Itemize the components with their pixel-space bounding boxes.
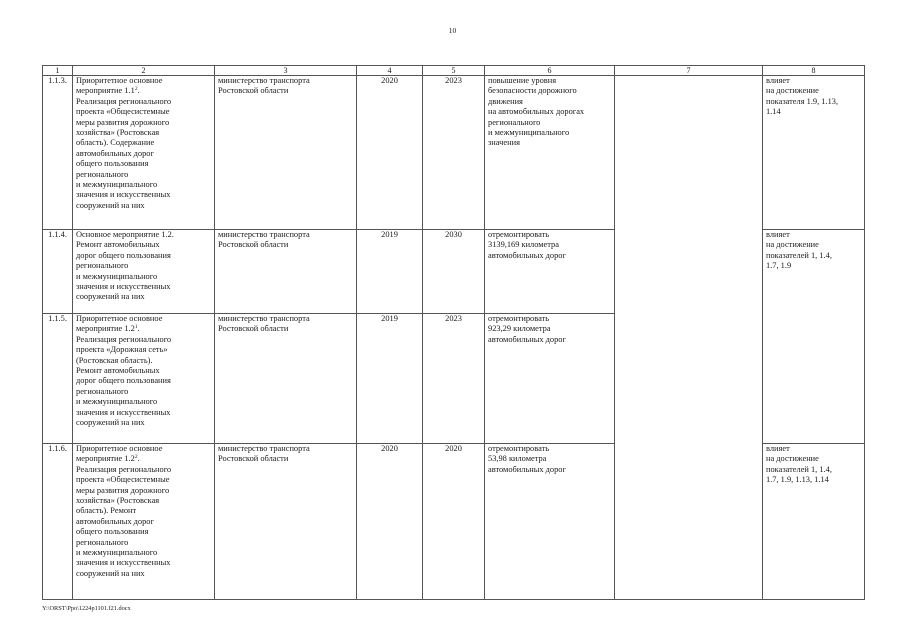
column-number: 7	[615, 66, 763, 76]
end-year: 2020	[423, 444, 485, 600]
measure-name: Основное мероприятие 1.2. Ремонт автомобильных дорог общего пользования регионального и межмуниципального значения и искусственных сооружений на них	[73, 230, 215, 314]
indicator-effect: влияет на достижение показателя 1.9, 1.13, 1.14	[763, 76, 865, 230]
measure-name: Приоритетное основное мероприятие $1.1^2$. Реализация регионального проекта «Общесистемные меры развития дорожного хозяйства» (Ростовская область). Содержание автомобильных дорог общего пользования регионального и межмуниципального значения и искусственных сооружений на них	[73, 76, 215, 230]
executor-cell: министерство транспорта Ростовской области	[215, 444, 357, 600]
start-year: 2020	[357, 444, 423, 600]
column-number: 3	[215, 66, 357, 76]
table-row	[43, 76, 865, 230]
start-year: 2019	[357, 314, 423, 444]
expected-result: повышение уровня безопасности дорожного движения на автомобильных дорогах регионального и межмуниципального значения	[485, 76, 615, 230]
indicator-effect: влияет на достижение показателей 1, 1.4, 1.7, 1.9	[763, 230, 865, 444]
end-year: 2023	[423, 314, 485, 444]
column-number: 2	[73, 66, 215, 76]
column-number: 1	[43, 66, 73, 76]
measure-name: Приоритетное основное мероприятие $1.2^2$. Реализация регионального проекта «Общесистемные меры развития дорожного хозяйства» (Ростовская область). Ремонт автомобильных дорог общего пользования регионального и межмуниципального значения и искусственных сооружений на них	[73, 444, 215, 600]
column-number: 6	[485, 66, 615, 76]
expected-result: отремонтировать 3139,169 километра автомобильных дорог	[485, 230, 615, 314]
indicator-effect: влияет на достижение показателей 1, 1.4, 1.7, 1.9, 1.13, 1.14	[763, 444, 865, 600]
column-number: 8	[763, 66, 865, 76]
column-number: 4	[357, 66, 423, 76]
executor-cell: министерство транспорта Ростовской области	[215, 230, 357, 314]
row-number: 1.1.3.	[43, 76, 73, 230]
footnote-mark: 1	[134, 324, 138, 331]
footnote-mark: 2	[134, 454, 138, 461]
executor-cell: министерство транспорта Ростовской области	[215, 314, 357, 444]
column-number: 5	[423, 66, 485, 76]
end-year: 2023	[423, 76, 485, 230]
start-year: 2019	[357, 230, 423, 314]
footnote-mark: 2	[134, 86, 138, 93]
executor-cell: министерство транспорта Ростовской области	[215, 76, 357, 230]
expected-result: отремонтировать 53,98 километра автомобильных дорог	[485, 444, 615, 600]
row-number: 1.1.5.	[43, 314, 73, 444]
column-7-cell	[615, 76, 763, 600]
expected-result: отремонтировать 923,29 километра автомобильных дорог	[485, 314, 615, 444]
start-year: 2020	[357, 76, 423, 230]
page-number: 10	[448, 26, 457, 35]
file-path-footer: Y:\ORST\Ppo\1224p1101.f21.docx	[42, 605, 131, 612]
row-number: 1.1.4.	[43, 230, 73, 314]
measure-name: Приоритетное основное мероприятие $1.2^1$. Реализация регионального проекта «Дорожная сеть» (Ростовская область). Ремонт автомобильных дорог общего пользования регионального и межмуниципального значения и искусственных сооружений на них	[73, 314, 215, 444]
measures-table	[42, 65, 865, 600]
column-number-row	[43, 66, 865, 76]
end-year: 2030	[423, 230, 485, 314]
row-number: 1.1.6.	[43, 444, 73, 600]
